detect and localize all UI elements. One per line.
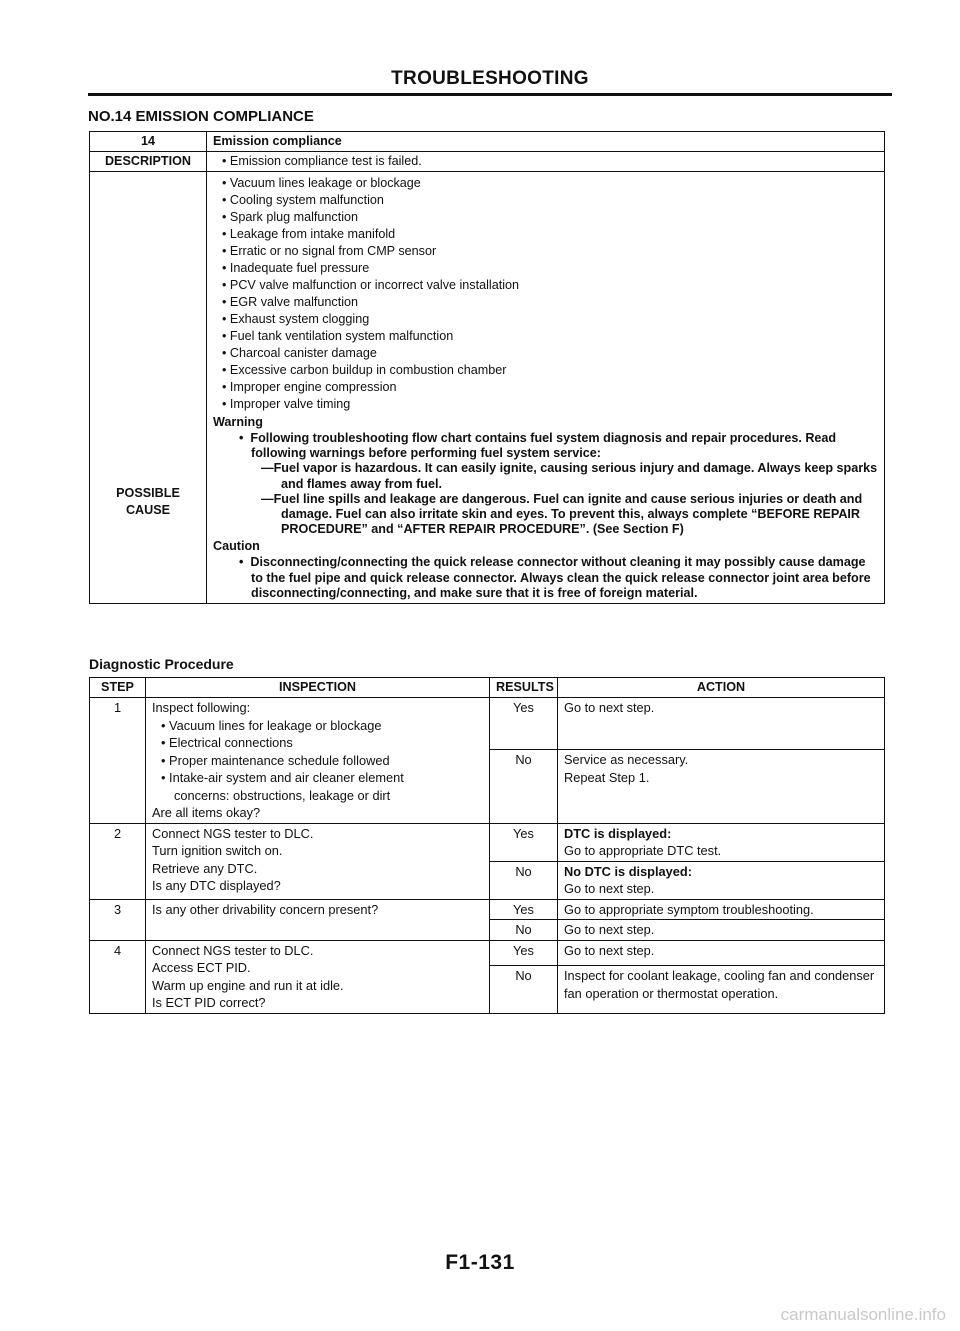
description-cell bbox=[207, 152, 885, 172]
page-header: TROUBLESHOOTING bbox=[391, 68, 589, 89]
result-no: No bbox=[490, 750, 558, 824]
result-yes: Yes bbox=[490, 940, 558, 966]
inspection-line: Connect NGS tester to DLC. bbox=[152, 942, 314, 958]
inspection-line: Connect NGS tester to DLC. bbox=[152, 825, 314, 841]
cause-item: • Improper engine compression bbox=[213, 379, 878, 396]
action-cell: Go to next step. bbox=[558, 920, 885, 941]
inspection-item: • Intake-air system and air cleaner element bbox=[152, 769, 483, 787]
inspection-line: Retrieve any DTC. bbox=[152, 860, 258, 876]
header-rule bbox=[88, 93, 892, 96]
inspection-line: Inspect following: bbox=[152, 700, 251, 715]
action-cell bbox=[558, 823, 885, 861]
cause-item: • Cooling system malfunction bbox=[213, 192, 878, 209]
cause-item: • Leakage from intake manifold bbox=[213, 226, 878, 243]
warning-label: Warning bbox=[213, 415, 263, 429]
possible-cause-row bbox=[90, 172, 885, 604]
cause-item: • Inadequate fuel pressure bbox=[213, 260, 878, 277]
description-text: • Emission compliance test is failed. bbox=[213, 153, 878, 170]
header-action: ACTION bbox=[558, 678, 885, 698]
step-2-inspection bbox=[146, 823, 490, 899]
code-title-cell: Emission compliance bbox=[207, 132, 885, 152]
action-cell: Inspect for coolant leakage, cooling fan and condenser fan operation or thermostat operation. bbox=[558, 966, 885, 1013]
info-table bbox=[89, 131, 885, 604]
step-1-row-yes bbox=[90, 698, 885, 750]
warning-dash-item: — Fuel line spills and leakage are dangerous. Fuel can ignite and cause serious injuries or death and damage. Fuel can also irritate skin and eyes. To prevent this, always complete “BEFORE REPAIR PROCEDURE” and “AFTER REPAIR PROCEDURE”. (See Section F) bbox=[213, 492, 878, 538]
cause-item: • Exhaust system clogging bbox=[213, 311, 878, 328]
diagnostic-title: Diagnostic Procedure bbox=[89, 656, 234, 672]
action-cell bbox=[558, 750, 885, 824]
result-no: No bbox=[490, 861, 558, 899]
action-line: Service as necessary. bbox=[564, 752, 689, 767]
cause-item: • Erratic or no signal from CMP sensor bbox=[213, 243, 878, 260]
possible-cause-cell bbox=[207, 172, 885, 604]
caution-text: • Disconnecting/connecting the quick release connector without cleaning it may possibly cause damage to the fuel pipe and quick release connector. Always clean the quick release connector joint area before disconnecting/connecting, and make sure that it is free of foreign material. bbox=[213, 555, 878, 601]
action-line: Go to next step. bbox=[564, 881, 655, 896]
action-heading: DTC is displayed: bbox=[564, 825, 672, 841]
result-yes: Yes bbox=[490, 899, 558, 920]
code-cell: 14 bbox=[90, 132, 207, 152]
description-row bbox=[90, 152, 885, 172]
inspection-item: • Electrical connections bbox=[152, 734, 483, 752]
action-line: Go to appropriate DTC test. bbox=[564, 843, 722, 858]
step-3-inspection bbox=[146, 899, 490, 940]
inspection-line: Access ECT PID. bbox=[152, 960, 251, 975]
possible-cause-label bbox=[90, 172, 207, 604]
header-inspection: INSPECTION bbox=[146, 678, 490, 698]
inspection-line: Is any DTC displayed? bbox=[152, 878, 281, 893]
inspection-line: Turn ignition switch on. bbox=[152, 843, 283, 858]
diagnostic-table bbox=[89, 677, 885, 1014]
step-number: 2 bbox=[90, 823, 146, 899]
action-heading: No DTC is displayed: bbox=[564, 863, 692, 879]
step-number: 1 bbox=[90, 698, 146, 824]
warning-text: • Following troubleshooting flow chart contains fuel system diagnosis and repair procedures. Read following warnings before performing fuel system service: bbox=[213, 431, 878, 461]
caution-label: Caution bbox=[213, 539, 260, 554]
inspection-item: • Vacuum lines for leakage or blockage bbox=[152, 717, 483, 735]
action-cell: Go to next step. bbox=[558, 698, 885, 750]
step-number: 3 bbox=[90, 899, 146, 940]
inspection-line: Warm up engine and run it at idle. bbox=[152, 977, 344, 993]
result-no: No bbox=[490, 966, 558, 1013]
action-cell: Go to appropriate symptom troubleshooting. bbox=[558, 899, 885, 920]
possible-cause-label-text: POSSIBLE CAUSE bbox=[116, 486, 180, 518]
header-results: RESULTS bbox=[490, 678, 558, 698]
inspection-item-cont: concerns: obstructions, leakage or dirt bbox=[174, 787, 391, 803]
result-no: No bbox=[490, 920, 558, 941]
diagnostic-header-row bbox=[90, 678, 885, 698]
step-3-row-yes bbox=[90, 899, 885, 920]
inspection-line: Is ECT PID correct? bbox=[152, 995, 266, 1010]
step-4-inspection bbox=[146, 940, 490, 1013]
step-2-row-yes bbox=[90, 823, 885, 861]
cause-item: • Improper valve timing bbox=[213, 396, 878, 413]
step-number: 4 bbox=[90, 940, 146, 1013]
header-step: STEP bbox=[90, 678, 146, 698]
inspection-question: Is any other drivability concern present? bbox=[152, 901, 379, 917]
warning-dash-item: — Fuel vapor is hazardous. It can easily ignite, causing serious injury and damage. Always keep sparks and flames away from fuel. bbox=[213, 461, 878, 491]
result-yes: Yes bbox=[490, 698, 558, 750]
description-label: DESCRIPTION bbox=[90, 152, 207, 172]
cause-item: • Charcoal canister damage bbox=[213, 345, 878, 362]
page-number: F1-131 bbox=[445, 1251, 515, 1274]
cause-item: • Fuel tank ventilation system malfunction bbox=[213, 328, 878, 345]
step-1-inspection bbox=[146, 698, 490, 824]
section-title: NO.14 EMISSION COMPLIANCE bbox=[88, 108, 314, 125]
action-cell bbox=[558, 861, 885, 899]
step-4-row-yes bbox=[90, 940, 885, 966]
watermark: carmanualsonline.info bbox=[780, 1305, 946, 1324]
cause-item: • EGR valve malfunction bbox=[213, 294, 878, 311]
inspection-item: • Proper maintenance schedule followed bbox=[152, 752, 483, 770]
action-cell: Go to next step. bbox=[558, 940, 885, 966]
cause-item: • Spark plug malfunction bbox=[213, 209, 878, 226]
action-line: Repeat Step 1. bbox=[564, 769, 650, 785]
cause-item: • Vacuum lines leakage or blockage bbox=[213, 175, 878, 192]
inspection-question: Are all items okay? bbox=[152, 805, 261, 820]
result-yes: Yes bbox=[490, 823, 558, 861]
code-row bbox=[90, 132, 885, 152]
cause-item: • Excessive carbon buildup in combustion chamber bbox=[213, 362, 878, 379]
cause-item: • PCV valve malfunction or incorrect valve installation bbox=[213, 277, 878, 294]
